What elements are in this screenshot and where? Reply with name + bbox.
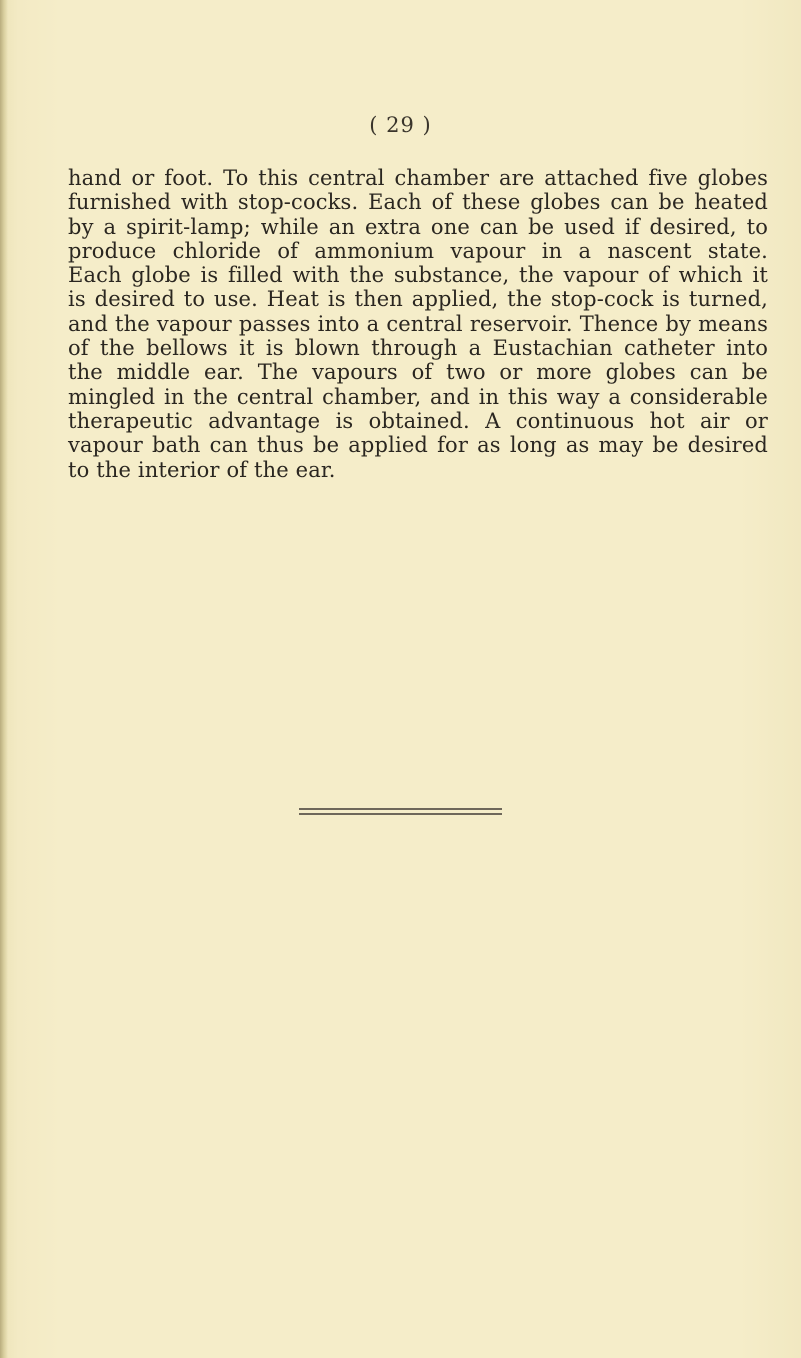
text-line: Each globe is filled with the substance, the vapour of which it [68, 263, 768, 288]
text-line: hand or foot. To this central chamber are attached five globes [68, 166, 768, 190]
text-line: and the vapour passes into a central reservoir. Thence by means [68, 311, 768, 336]
text-line: the middle ear. The vapours of two or more globes can be [68, 360, 768, 385]
text-line: is desired to use. Heat is then applied, the stop-cock is turned, [68, 287, 768, 312]
text-line: furnished with stop-cocks. Each of these globes can be heated [68, 190, 768, 215]
text-line: mingled in the central chamber, and in this way a considerable [68, 384, 768, 409]
binding-edge [0, 0, 8, 1358]
page-number: ( 29 ) [369, 113, 432, 137]
text-line: produce chloride of ammonium vapour in a nascent state. [68, 238, 768, 263]
text-line: therapeutic advantage is obtained. A continuous hot air or [68, 408, 768, 433]
section-divider-rule [299, 813, 502, 815]
text-line: by a spirit-lamp; while an extra one can be used if desired, to [68, 214, 768, 239]
body-paragraph [68, 166, 768, 482]
text-line: to the interior of the ear. [68, 457, 336, 482]
section-divider-rule [299, 808, 502, 810]
text-line: vapour bath can thus be applied for as long as may be desired [68, 433, 768, 458]
text-line: of the bellows it is blown through a Eustachian catheter into [68, 336, 768, 361]
